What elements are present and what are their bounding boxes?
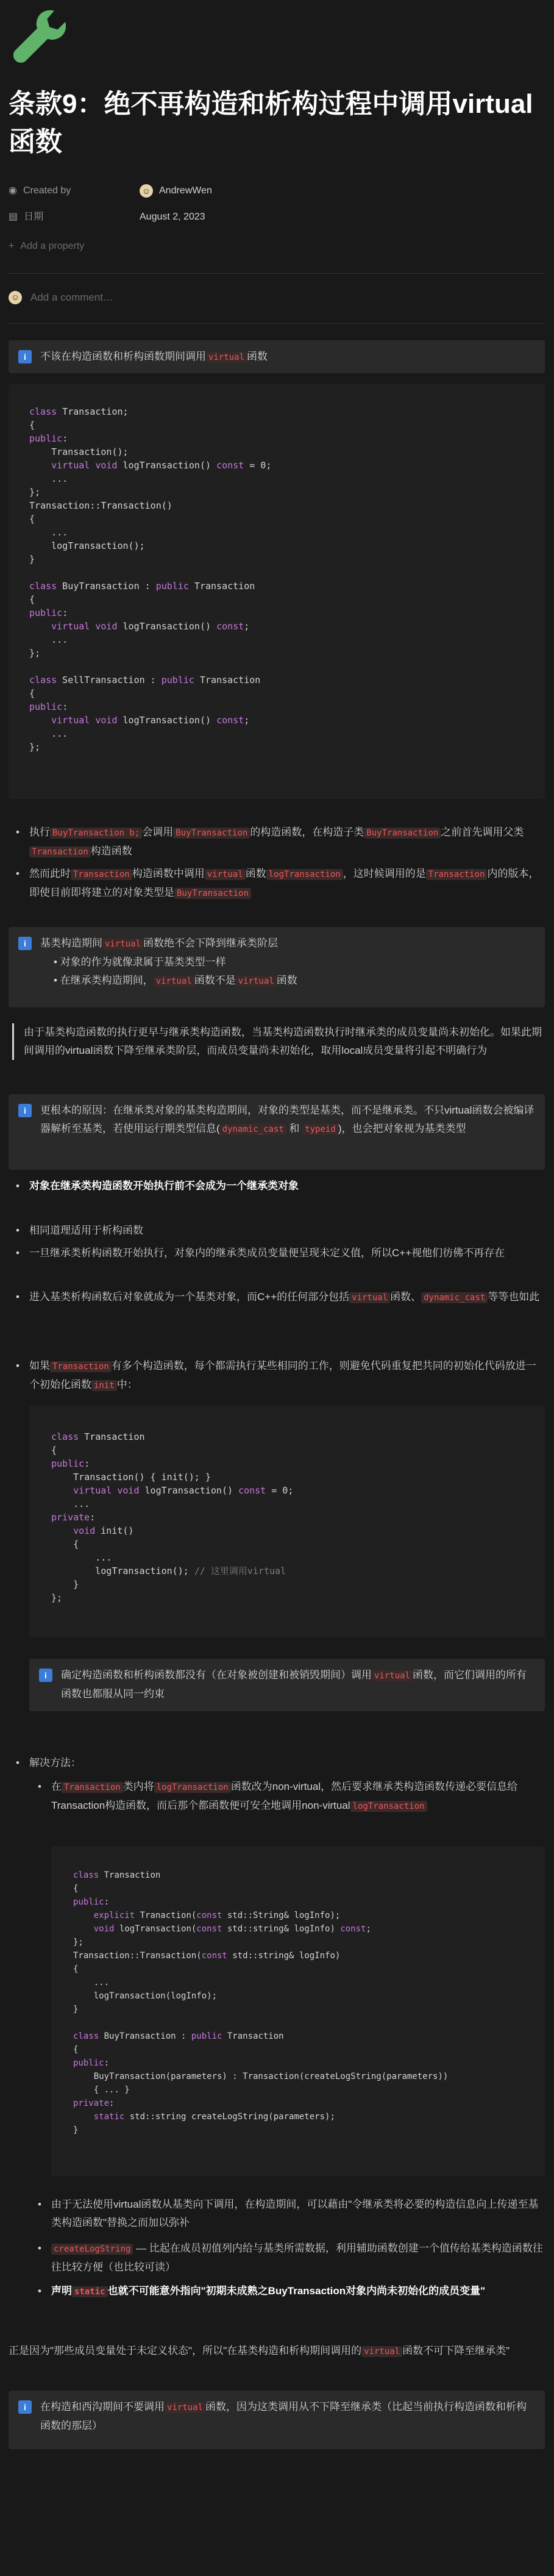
code-line: { ... } bbox=[73, 2085, 130, 2095]
list-item: • 解决方法： bbox=[29, 1754, 545, 1772]
code-line: ... bbox=[73, 1978, 110, 1987]
code-line: logTransaction(); // 这里调用virtual bbox=[51, 1565, 286, 1576]
created-by-label: Created by bbox=[23, 185, 71, 196]
code-line: }; bbox=[29, 487, 41, 498]
code-line: Transaction() { init(); } bbox=[51, 1472, 211, 1483]
code-line: { bbox=[29, 420, 35, 431]
code-line: ... bbox=[29, 728, 68, 739]
code-line: ... bbox=[51, 1498, 90, 1509]
list-item: • createLogString — 比起在成员初值列内给与基类所需数据，利用辅助函数创建一个值传给基类构造函数往往比较方便（也比较可读） bbox=[51, 2239, 545, 2277]
code-line: } bbox=[73, 2005, 79, 2014]
code-block[interactable] bbox=[9, 384, 545, 799]
page-title: 条款9：绝不再构造和析构过程中调用virtual函数 bbox=[9, 89, 533, 157]
info-icon: i bbox=[18, 937, 32, 950]
callout-info: i 在构造和西沟期间不要调用 virtual 函数，因为这类调用从不下降至继承类（比起当前执行构造函数和析构函数的那层） bbox=[9, 2391, 545, 2449]
code-line: Transaction(); bbox=[29, 446, 129, 457]
list-item: • 进入基类析构函数后对象就成为一个基类对象，而C++的任何部分包括 virtual 函数、 dynamic_cast 等等也如此 bbox=[29, 1288, 545, 1307]
list-item-bold: • 声明 static 也就不可能意外指向"初期未成熟之BuyTransaction对象内尚未初始化的成员变量" bbox=[51, 2282, 545, 2301]
code-line: void logTransaction(const std::string& logInfo) const; bbox=[93, 1924, 371, 1934]
callout-info: i 基类构造期间 virtual 函数绝不会下降到继承类阶层 • 对象的作为就像隶属于基类类型一样 • 在继承类构造期间， virtual 函数不是 virtual 函数 bbox=[9, 927, 545, 1007]
code-line: { bbox=[29, 688, 35, 699]
comment-input[interactable] bbox=[9, 289, 113, 306]
code-line bbox=[73, 2016, 545, 2030]
person-icon: ◉ bbox=[9, 185, 17, 196]
code-line: } bbox=[51, 1579, 79, 1590]
code-line: void init() bbox=[73, 1525, 134, 1536]
list-item: • 相同道理适用于析构函数 bbox=[29, 1222, 545, 1240]
code-block[interactable] bbox=[29, 1406, 545, 1637]
callout-info bbox=[9, 340, 545, 373]
code-line: }; bbox=[29, 648, 41, 659]
code-line: private: bbox=[51, 1512, 96, 1523]
code-line: explicit Tranaction(const std::String& logInfo); bbox=[93, 1911, 341, 1920]
code-line: public: bbox=[29, 607, 68, 618]
paragraph: 正是因为"那些成员变量处于未定义状态"，所以"在基类构造和析构期间调用的 virtual 函数不可下降至继承类" bbox=[9, 2345, 510, 2356]
list-item: • 然而此时 Transaction 构造函数中调用 virtual 函数 logTransaction ，这时候调用的是 Transaction 内的版本，即使目前即将建立的对象类型是 BuyTransaction bbox=[29, 865, 545, 903]
code-line: public: bbox=[51, 1458, 90, 1469]
code-line: Transaction::Transaction(const std::string& logInfo) bbox=[73, 1951, 341, 1961]
info-icon: i bbox=[18, 1104, 32, 1117]
code-line: ... bbox=[29, 527, 68, 538]
code-line: virtual void logTransaction() const = 0; bbox=[51, 460, 272, 471]
plus-icon: + bbox=[9, 241, 15, 252]
code-line: virtual void logTransaction() const; bbox=[51, 715, 250, 726]
list-item: • 执行 BuyTransaction b; 会调用 BuyTransaction 的构造函数，在构造子类 BuyTransaction 之前首先调用父类Transaction 构造函数 bbox=[29, 823, 545, 861]
code-line: public: bbox=[29, 701, 68, 712]
list-item-bold: • 对象在继承类构造函数开始执行前不会成为一个继承类对象 bbox=[29, 1177, 545, 1195]
callout-info: i 更根本的原因：在继承类对象的基类构造期间，对象的类型是基类，而不是继承类。不只virtual函数会被编译器解析至基类，若使用运行期类型信息( dynamic_cast 和 typeid )，也会把对象视为基类类型 bbox=[9, 1094, 545, 1170]
list-item: • 如果 Transaction 有多个构造函数，每个都需执行某些相同的工作，则避免代码重复把共同的初始化代码放进一个初始化函数 init 中： bbox=[29, 1357, 545, 1395]
code-line: public: bbox=[73, 1897, 110, 1907]
code-line: class BuyTransaction : public Transaction bbox=[29, 581, 255, 592]
code-line: { bbox=[29, 513, 35, 524]
info-icon: i bbox=[18, 350, 32, 363]
info-icon: i bbox=[39, 1669, 52, 1682]
avatar: ☺ bbox=[140, 184, 153, 198]
code-line: class Transaction bbox=[51, 1431, 145, 1442]
comment-placeholder: Add a comment… bbox=[30, 292, 114, 303]
code-line: { bbox=[51, 1539, 79, 1550]
code-line: logTransaction(); bbox=[29, 540, 145, 551]
code-line: { bbox=[73, 1884, 79, 1894]
code-line: }; bbox=[73, 1937, 83, 1947]
list-item: • 由于无法使用virtual函数从基类向下调用，在构造期间，可以藉由"令继承类将必要的构造信息向上传递至基类构造函数"替换之而加以弥补 bbox=[51, 2195, 545, 2232]
list-item: • 对象的作为就像隶属于基类类型一样 bbox=[54, 956, 226, 968]
code-line: logTransaction(logInfo); bbox=[73, 1991, 218, 2001]
code-line: { bbox=[73, 1964, 79, 1974]
inline-code: virtual bbox=[206, 352, 247, 363]
code-block[interactable] bbox=[51, 1847, 545, 2176]
code-line: private: bbox=[73, 2098, 115, 2108]
wrench-icon bbox=[9, 6, 67, 65]
code-line: public: bbox=[29, 433, 68, 444]
code-line: { bbox=[51, 1445, 57, 1456]
code-line: } bbox=[73, 2125, 79, 2135]
code-line: static std::string createLogString(parameters); bbox=[93, 2112, 335, 2122]
divider bbox=[9, 273, 545, 274]
info-icon: i bbox=[18, 2400, 32, 2414]
code-line: class Transaction bbox=[73, 1870, 161, 1880]
calendar-icon: ▤ bbox=[9, 212, 18, 223]
code-line: ... bbox=[29, 634, 68, 645]
code-line: ... bbox=[29, 473, 68, 484]
callout-text: 不该在构造函数和析构函数期间调用 bbox=[40, 351, 206, 362]
code-line: } bbox=[29, 554, 35, 565]
code-line: virtual void logTransaction() const = 0; bbox=[73, 1485, 294, 1496]
code-line bbox=[29, 566, 545, 579]
quote-block: 由于基类构造函数的执行更早与继承类构造函数，当基类构造函数执行时继承类的成员变量尚未初始化。如果此期间调用的virtual函数下降至继承类阶层，而成员变量尚未初始化，取用local成员变量将引起不明确行为 bbox=[12, 1023, 542, 1060]
date-value: August 2, 2023 bbox=[140, 212, 205, 223]
list-item: • 在 Transaction 类内将 logTransaction 函数改为non-virtual，然后要求继承类构造函数传递必要信息给Transaction构造函数，而后那个都函数便可安全地调用non-virtual logTransaction bbox=[51, 1778, 545, 1816]
code-line: }; bbox=[51, 1592, 63, 1603]
avatar: ☺ bbox=[9, 291, 22, 304]
code-line: public: bbox=[73, 2058, 110, 2068]
property-date[interactable] bbox=[9, 209, 205, 226]
code-line bbox=[29, 660, 545, 673]
created-by-value: AndrewWen bbox=[159, 185, 212, 196]
code-line: virtual void logTransaction() const; bbox=[51, 621, 250, 632]
code-line: class Transaction; bbox=[29, 406, 129, 417]
add-property-label: Add a property bbox=[20, 241, 85, 252]
callout-text: 函数 bbox=[247, 351, 268, 362]
callout-info: i 确定构造函数和析构函数都没有（在对象被创建和被销毁期间）调用 virtual 函数，而它们调用的所有函数也都服从同一约束 bbox=[29, 1659, 545, 1711]
code-line: ... bbox=[51, 1552, 112, 1563]
code-line: class BuyTransaction : public Transaction bbox=[73, 2031, 284, 2041]
code-line: { bbox=[29, 594, 35, 605]
list-item: • 在继承类构造期间， virtual 函数不是 virtual 函数 bbox=[54, 975, 297, 986]
code-line: Transaction::Transaction() bbox=[29, 500, 172, 511]
property-created-by[interactable] bbox=[9, 182, 212, 199]
divider bbox=[9, 323, 545, 324]
list-item: • 一旦继承类析构函数开始执行，对象内的继承类成员变量便呈现未定义值，所以C++视他们彷佛不再存在 bbox=[29, 1244, 545, 1262]
code-line: class SellTransaction : public Transaction bbox=[29, 674, 261, 685]
code-line: BuyTransaction(parameters) : Transaction(createLogString(parameters)) bbox=[73, 2072, 449, 2081]
code-line: { bbox=[73, 2045, 79, 2055]
add-property-button[interactable] bbox=[9, 238, 84, 255]
code-line: }; bbox=[29, 742, 41, 753]
date-label: 日期 bbox=[24, 212, 44, 223]
